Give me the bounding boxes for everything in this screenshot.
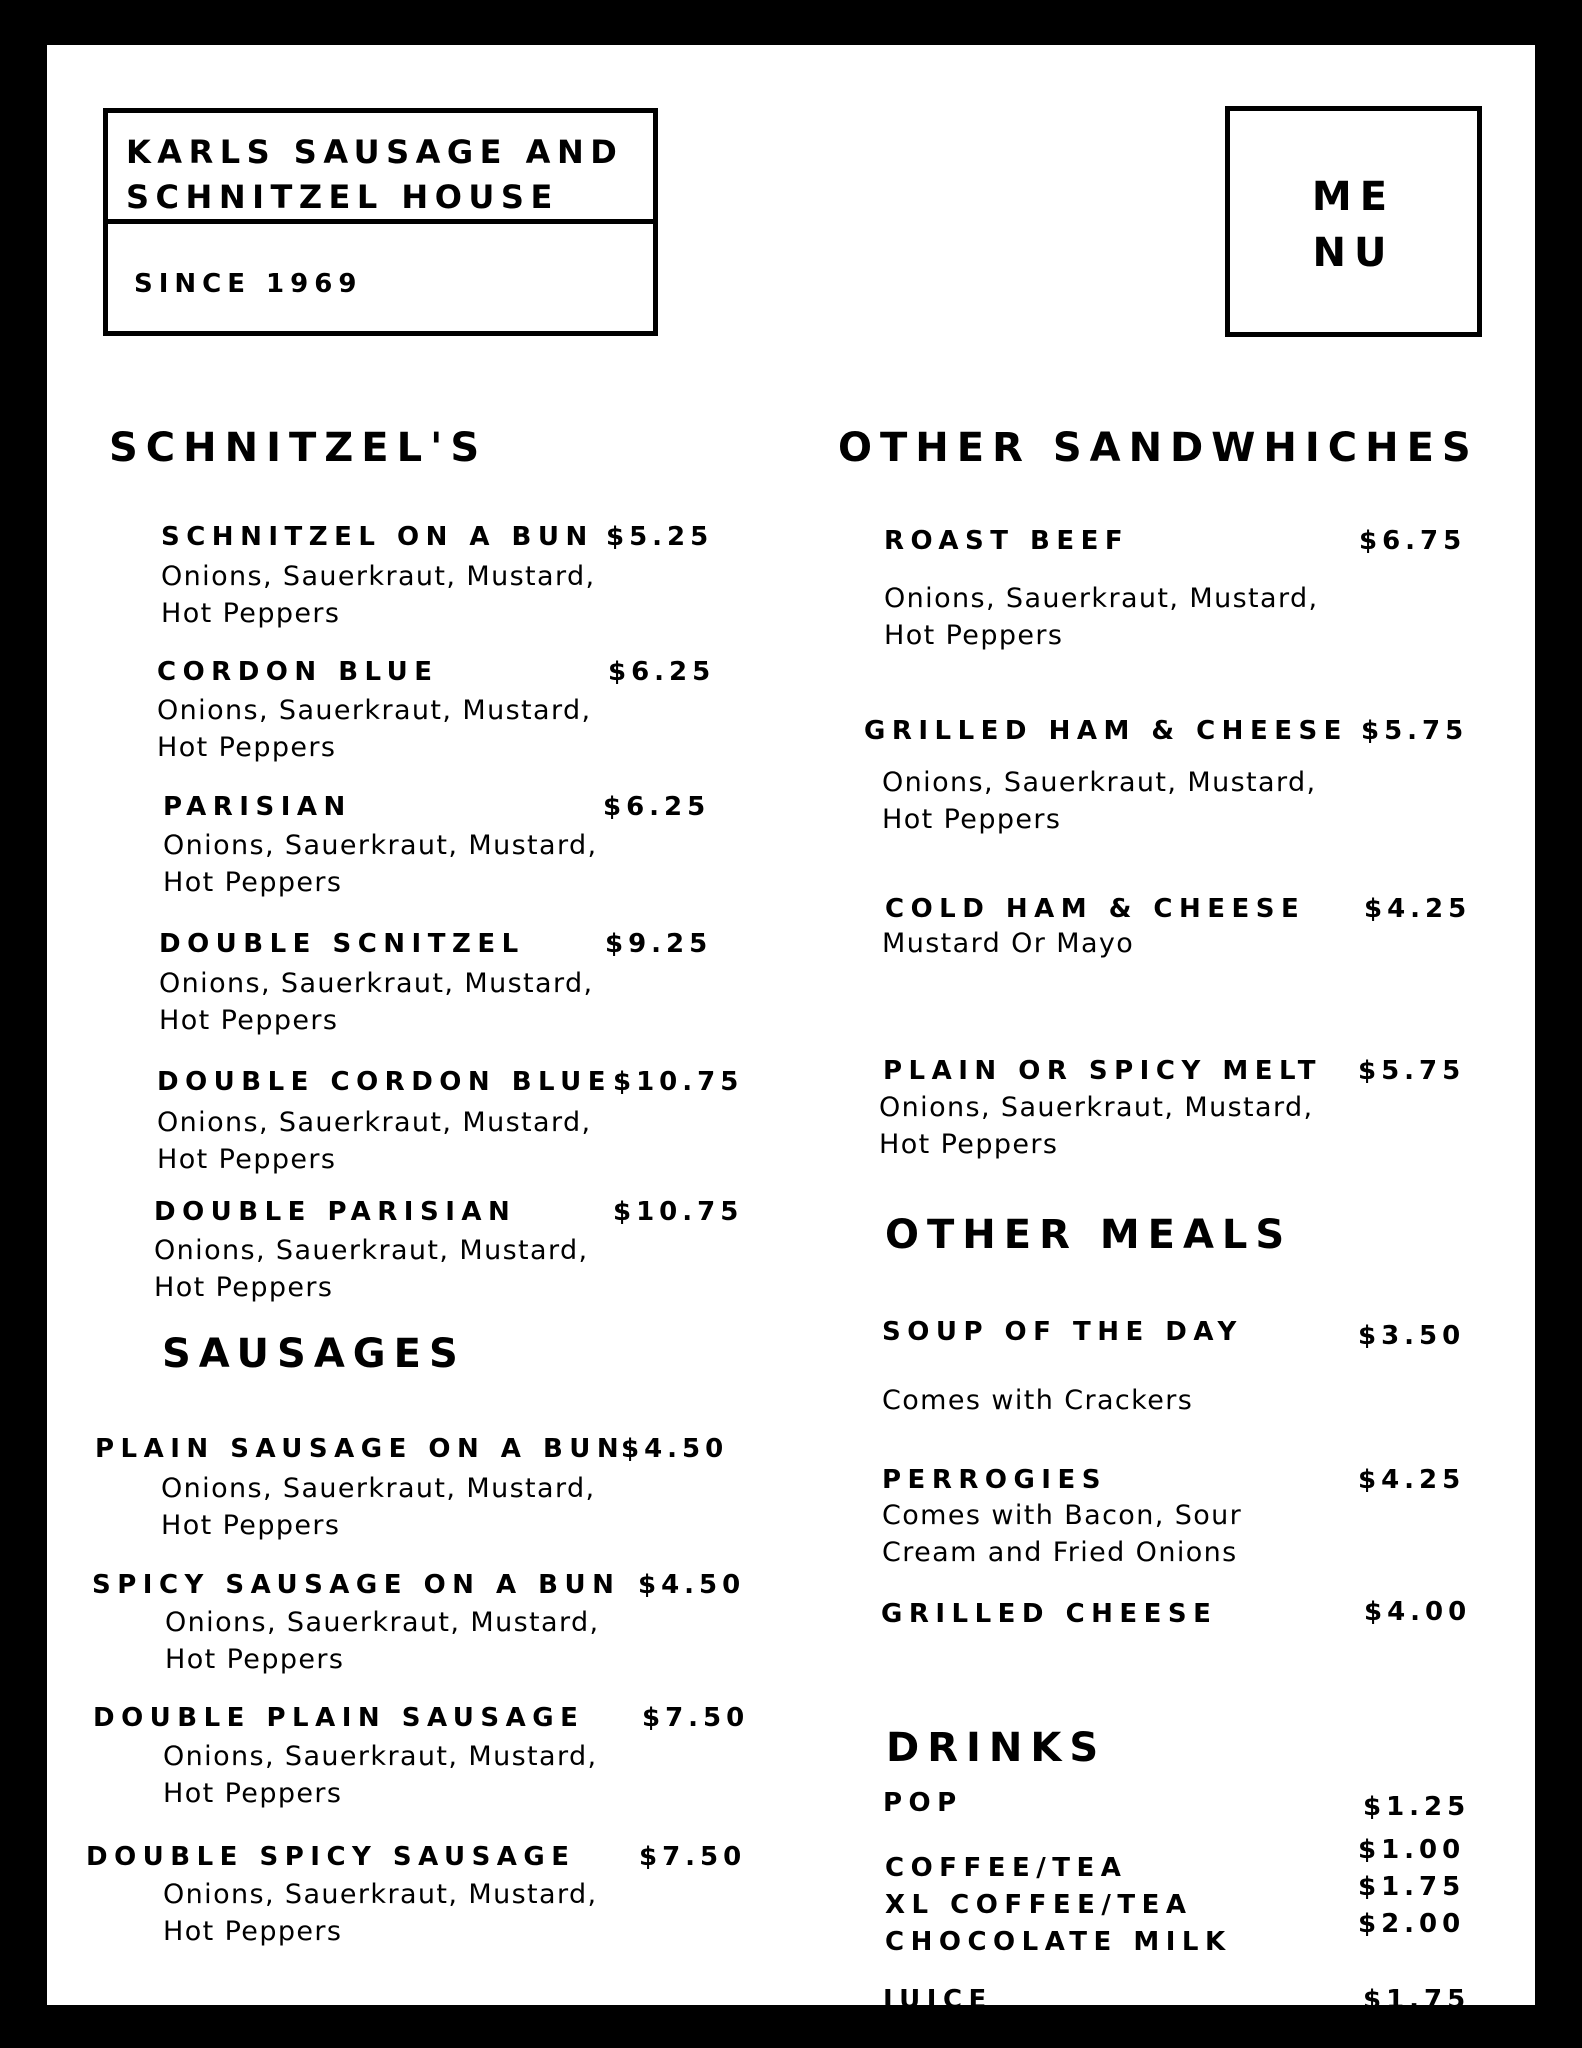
item-description: Hot Peppers (884, 620, 1064, 651)
item-price: $9.25 (605, 929, 713, 959)
item-description: Onions, Sauerkraut, Mustard, (161, 561, 596, 592)
item-description: Onions, Sauerkraut, Mustard, (159, 968, 594, 999)
item-name: SCHNITZEL ON A BUN (161, 522, 594, 552)
item-name: DOUBLE SCNITZEL (159, 929, 525, 959)
menu-label-line2: NU (1312, 230, 1395, 276)
item-description: Onions, Sauerkraut, Mustard, (163, 1741, 598, 1772)
item-name: PERROGIES (882, 1465, 1107, 1495)
restaurant-name-line2: SCHNITZEL HOUSE (126, 178, 559, 216)
item-price: $4.00 (1364, 1597, 1472, 1627)
item-price: $10.75 (613, 1197, 744, 1227)
restaurant-title-box (103, 108, 658, 336)
drink-name: POP (883, 1788, 963, 1818)
section-heading-sausages: SAUSAGES (162, 1331, 466, 1377)
item-description: Cream and Fried Onions (882, 1537, 1238, 1568)
item-name: PARISIAN (163, 792, 352, 822)
item-description: Hot Peppers (154, 1272, 334, 1303)
item-price: $7.50 (642, 1703, 750, 1733)
drink-price: $1.25 (1363, 1792, 1471, 1822)
item-price: $4.25 (1358, 1465, 1466, 1495)
item-description: Comes with Crackers (882, 1385, 1194, 1416)
item-description: Hot Peppers (882, 804, 1062, 835)
item-description: Hot Peppers (163, 1778, 343, 1809)
item-name: DOUBLE PARISIAN (154, 1197, 517, 1227)
restaurant-name-line1: KARLS SAUSAGE AND (126, 133, 624, 171)
item-name: ROAST BEEF (884, 526, 1130, 556)
item-name: GRILLED HAM & CHEESE (864, 716, 1348, 746)
item-price: $6.75 (1359, 526, 1467, 556)
item-description: Mustard Or Mayo (882, 928, 1135, 959)
menu-label-box (1225, 106, 1482, 337)
drink-price: $1.75 (1363, 1985, 1471, 2015)
item-description: Onions, Sauerkraut, Mustard, (157, 1107, 592, 1138)
item-price: $6.25 (608, 657, 716, 687)
item-price: $5.75 (1361, 716, 1469, 746)
item-name: DOUBLE SPICY SAUSAGE (86, 1842, 576, 1872)
section-heading-other-meals: OTHER MEALS (885, 1212, 1293, 1258)
item-name: PLAIN SAUSAGE ON A BUN (95, 1434, 626, 1464)
item-name: DOUBLE PLAIN SAUSAGE (93, 1703, 585, 1733)
since-year: SINCE 1969 (134, 269, 363, 299)
item-price: $5.25 (606, 522, 714, 552)
item-description: Hot Peppers (157, 732, 337, 763)
item-name: SOUP OF THE DAY (882, 1317, 1243, 1347)
item-price: $5.75 (1358, 1056, 1466, 1086)
item-price: $4.50 (621, 1434, 729, 1464)
item-description: Onions, Sauerkraut, Mustard, (165, 1607, 600, 1638)
item-description: Onions, Sauerkraut, Mustard, (163, 1879, 598, 1910)
item-name: PLAIN OR SPICY MELT (883, 1056, 1322, 1086)
item-price: $10.75 (613, 1067, 744, 1097)
item-name: COLD HAM & CHEESE (885, 894, 1306, 924)
drink-name: JUICE (883, 1985, 993, 2015)
item-description: Hot Peppers (879, 1129, 1059, 1160)
item-description: Onions, Sauerkraut, Mustard, (879, 1092, 1314, 1123)
item-price: $6.25 (603, 792, 711, 822)
section-heading-drinks: DRINKS (886, 1725, 1107, 1771)
item-price: $7.50 (639, 1842, 747, 1872)
section-heading-sandwiches: OTHER SANDWHICHES (838, 425, 1479, 471)
menu-label-line1: ME (1311, 174, 1396, 220)
item-name: SPICY SAUSAGE ON A BUN (92, 1570, 621, 1600)
drink-price: $1.75 (1358, 1872, 1466, 1902)
item-description: Onions, Sauerkraut, Mustard, (884, 583, 1319, 614)
item-description: Comes with Bacon, Sour (882, 1500, 1243, 1531)
menu-page (47, 45, 1535, 2015)
restaurant-name (126, 130, 623, 220)
item-description: Onions, Sauerkraut, Mustard, (882, 767, 1317, 798)
item-price: $4.25 (1364, 894, 1472, 924)
item-price: $3.50 (1358, 1321, 1466, 1351)
item-description: Hot Peppers (161, 1510, 341, 1541)
item-description: Hot Peppers (165, 1644, 345, 1675)
drink-price: $2.00 (1358, 1909, 1466, 1939)
item-description: Onions, Sauerkraut, Mustard, (161, 1473, 596, 1504)
item-description: Onions, Sauerkraut, Mustard, (154, 1235, 589, 1266)
drink-name: CHOCOLATE MILK (885, 1927, 1232, 1957)
title-divider (108, 219, 653, 224)
menu-label (1230, 169, 1477, 281)
item-price: $4.50 (638, 1570, 746, 1600)
item-description: Hot Peppers (159, 1005, 339, 1036)
item-name: CORDON BLUE (157, 657, 439, 687)
item-description: Onions, Sauerkraut, Mustard, (157, 695, 592, 726)
item-description: Onions, Sauerkraut, Mustard, (163, 830, 598, 861)
item-description: Hot Peppers (157, 1144, 337, 1175)
drink-name: XL COFFEE/TEA (885, 1890, 1193, 1920)
drink-name: COFFEE/TEA (885, 1853, 1128, 1883)
drink-price: $1.00 (1358, 1835, 1466, 1865)
item-description: Hot Peppers (161, 598, 341, 629)
item-name: GRILLED CHEESE (881, 1599, 1218, 1629)
item-description: Hot Peppers (163, 867, 343, 898)
section-heading-schnitzels: SCHNITZEL'S (109, 425, 488, 471)
item-name: DOUBLE CORDON BLUE (157, 1067, 613, 1097)
item-description: Hot Peppers (163, 1916, 343, 1947)
